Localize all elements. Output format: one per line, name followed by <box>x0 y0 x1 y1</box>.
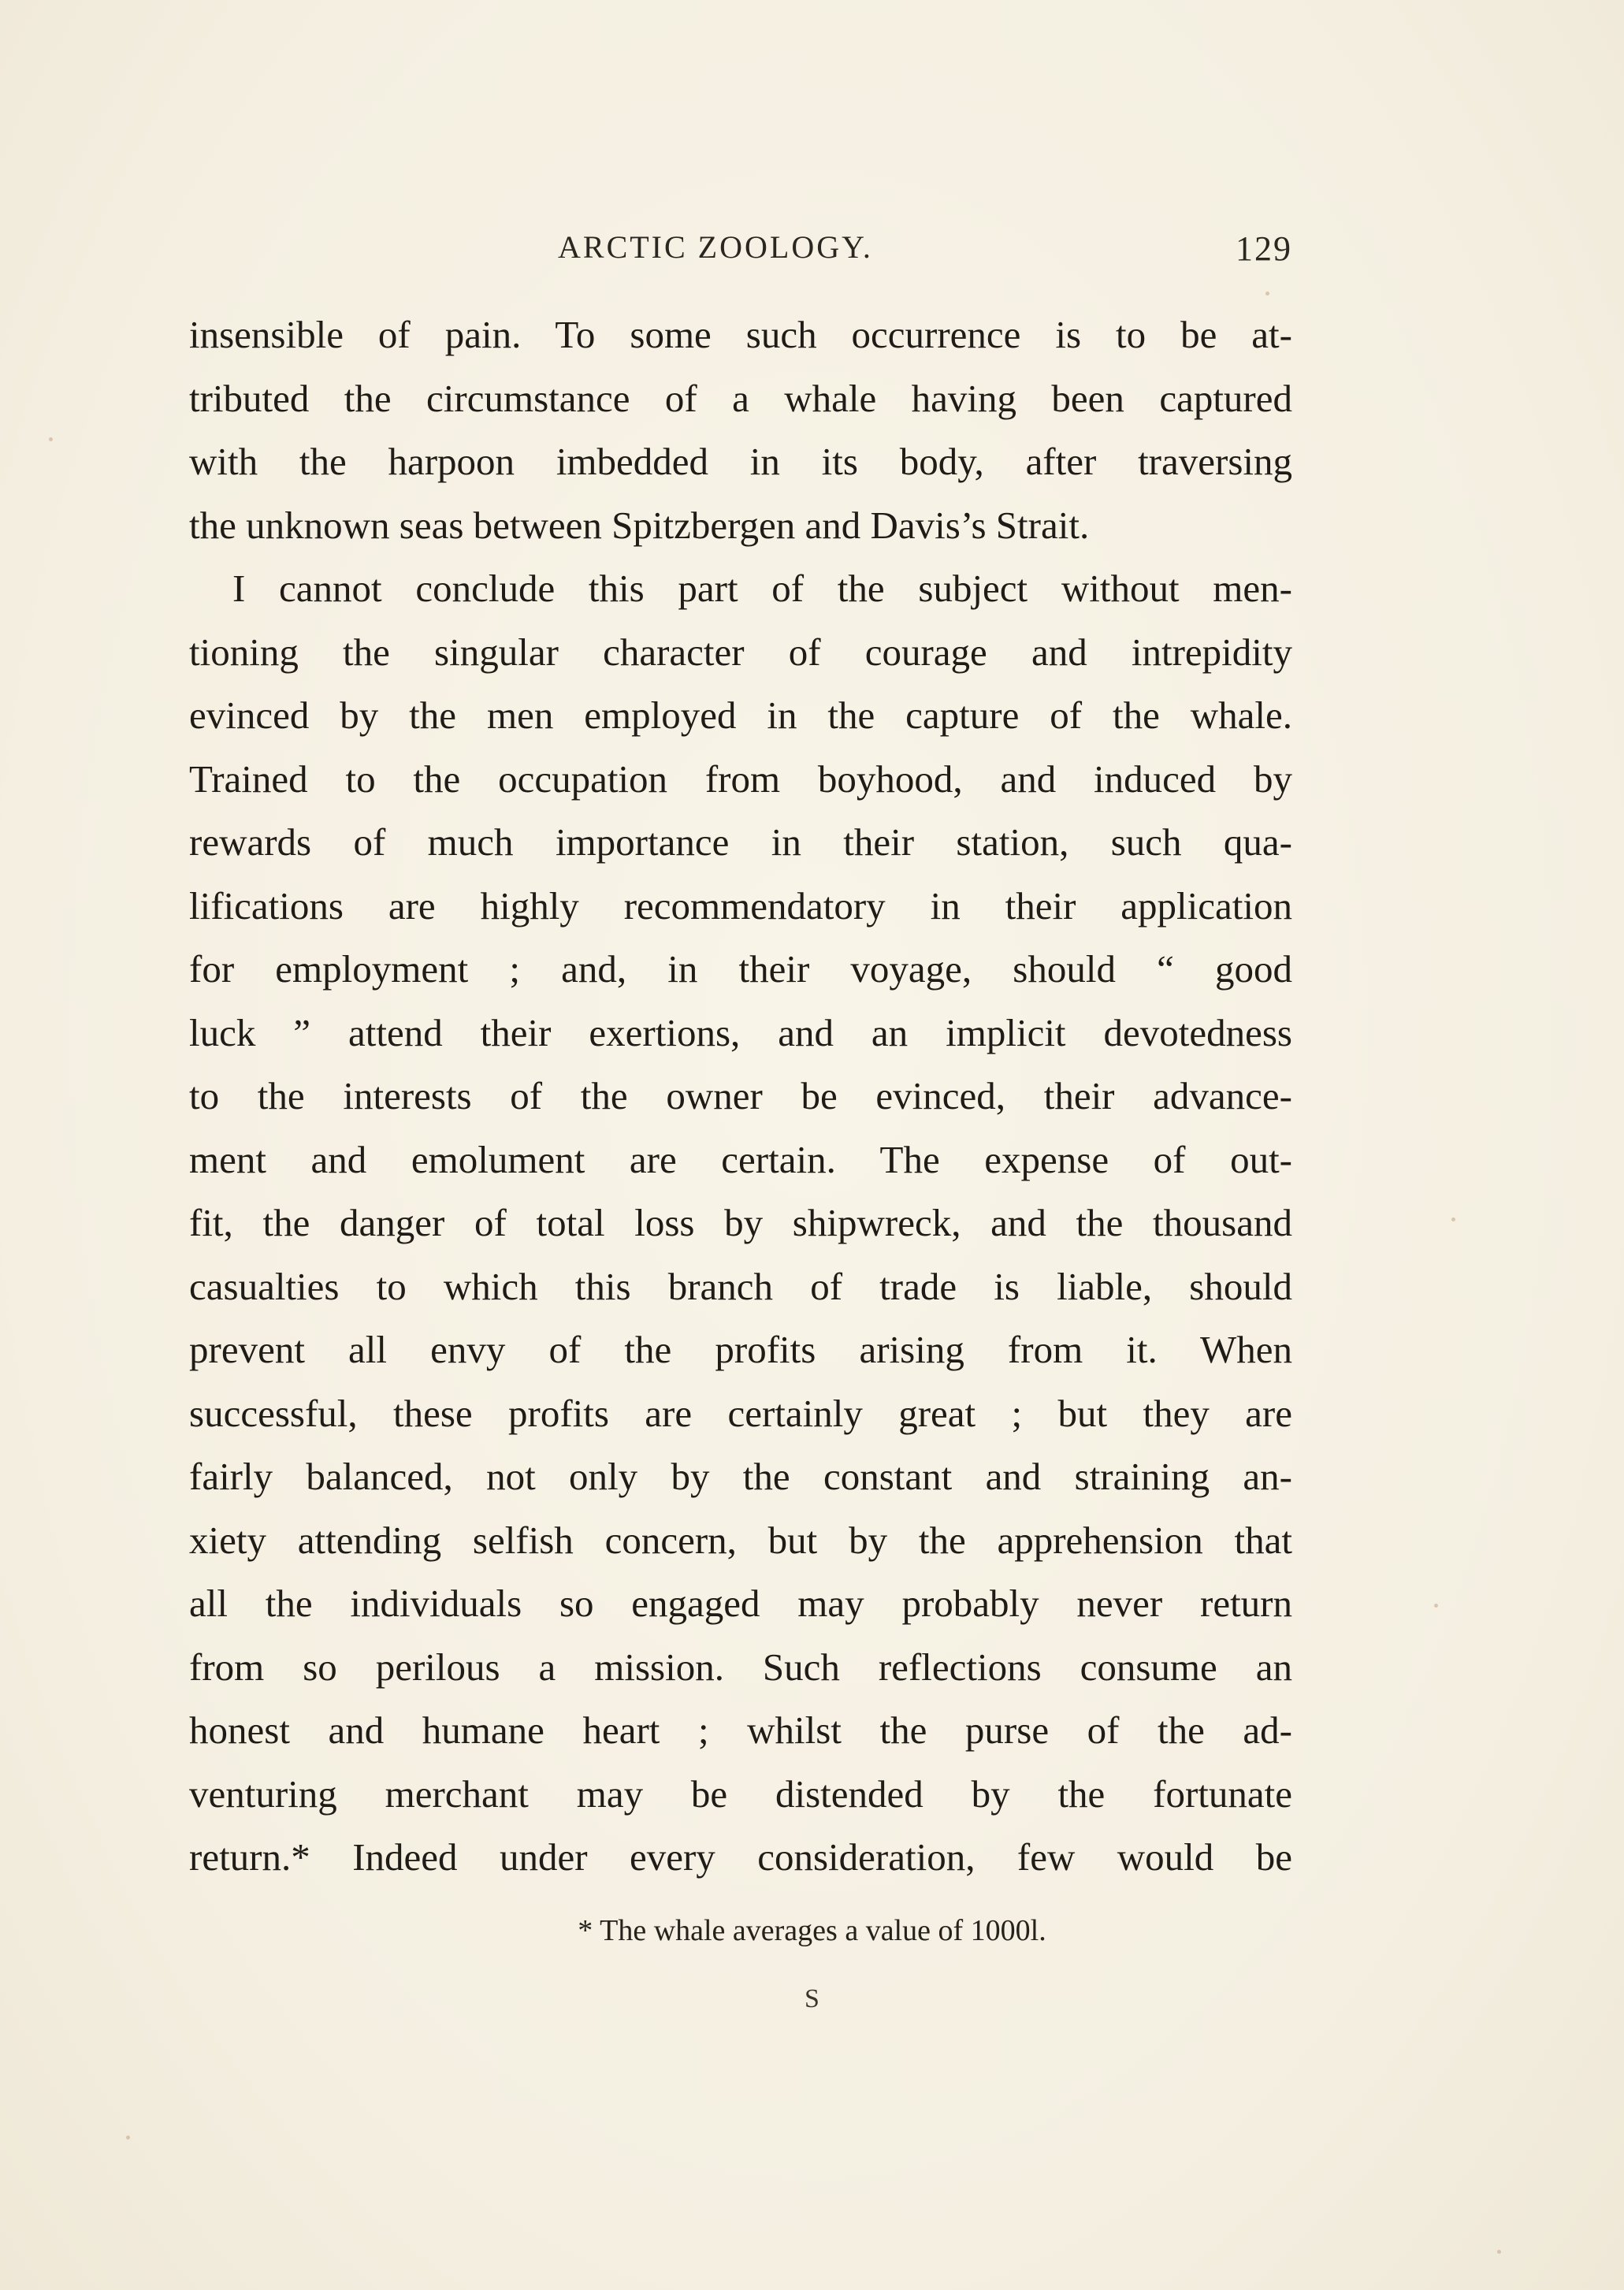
text-line: rewards of much importance in their station, such qua- <box>189 820 1292 864</box>
paper-speck <box>1451 1217 1455 1221</box>
text-line: the unknown seas between Spitzbergen and Davis’s Strait. <box>189 503 1090 547</box>
text-line: evinced by the men employed in the capture of the whale. <box>189 693 1292 737</box>
running-head <box>189 229 1292 276</box>
text-line: prevent all envy of the profits arising from it. When <box>189 1328 1292 1371</box>
text-line: all the individuals so engaged may probably never return <box>189 1582 1292 1625</box>
signature-mark: S <box>805 1984 819 2013</box>
text-line: return.* Indeed under every consideration, few would be <box>189 1835 1292 1879</box>
text-line: casualties to which this branch of trade is liable, should <box>189 1264 1292 1308</box>
text-line: xiety attending selfish concern, but by the apprehension that <box>189 1518 1292 1562</box>
paper-speck <box>126 2136 130 2139</box>
text-line: fit, the danger of total loss by shipwreck, and the thousand <box>189 1201 1292 1244</box>
text-line: with the harpoon imbedded in its body, after traversing <box>189 440 1292 483</box>
text-line: from so perilous a mission. Such reflections consume an <box>189 1645 1292 1689</box>
text-line: Trained to the occupation from boyhood, and induced by <box>189 757 1292 801</box>
text-line: for employment ; and, in their voyage, should “ good <box>189 947 1292 991</box>
page-number: 129 <box>1236 229 1292 268</box>
paper-speck <box>49 437 53 441</box>
text-line: lifications are highly recommendatory in their application <box>189 883 1292 928</box>
text-line: tioning the singular character of courage and intrepidity <box>189 630 1292 674</box>
text-line: honest and humane heart ; whilst the purse of the ad- <box>189 1708 1292 1752</box>
running-title: ARCTIC ZOOLOGY. <box>558 229 873 265</box>
text-line: fairly balanced, not only by the constant and straining an- <box>189 1455 1292 1498</box>
text-line: luck ” attend their exertions, and an implicit devotedness <box>189 1010 1292 1054</box>
paper-speck <box>1434 1604 1438 1608</box>
text-line: successful, these profits are certainly great ; but they are <box>189 1391 1292 1435</box>
text-line: to the interests of the owner be evinced, their advance- <box>189 1074 1292 1117</box>
body-text <box>189 303 1292 1890</box>
text-line: venturing merchant may be distended by the fortunate <box>189 1771 1292 1816</box>
paper-speck <box>1497 2250 1501 2254</box>
text-line: insensible of pain. To some such occurrence is to be at- <box>189 313 1292 356</box>
text-line: ment and emolument are certain. The expense of out- <box>189 1137 1292 1181</box>
footnote: * The whale averages a value of 1000l. <box>578 1914 1046 1947</box>
paper-speck <box>1265 292 1269 296</box>
text-line: tributed the circumstance of a whale having been captured <box>189 376 1292 420</box>
text-line: I cannot conclude this part of the subject without men- <box>232 567 1292 610</box>
